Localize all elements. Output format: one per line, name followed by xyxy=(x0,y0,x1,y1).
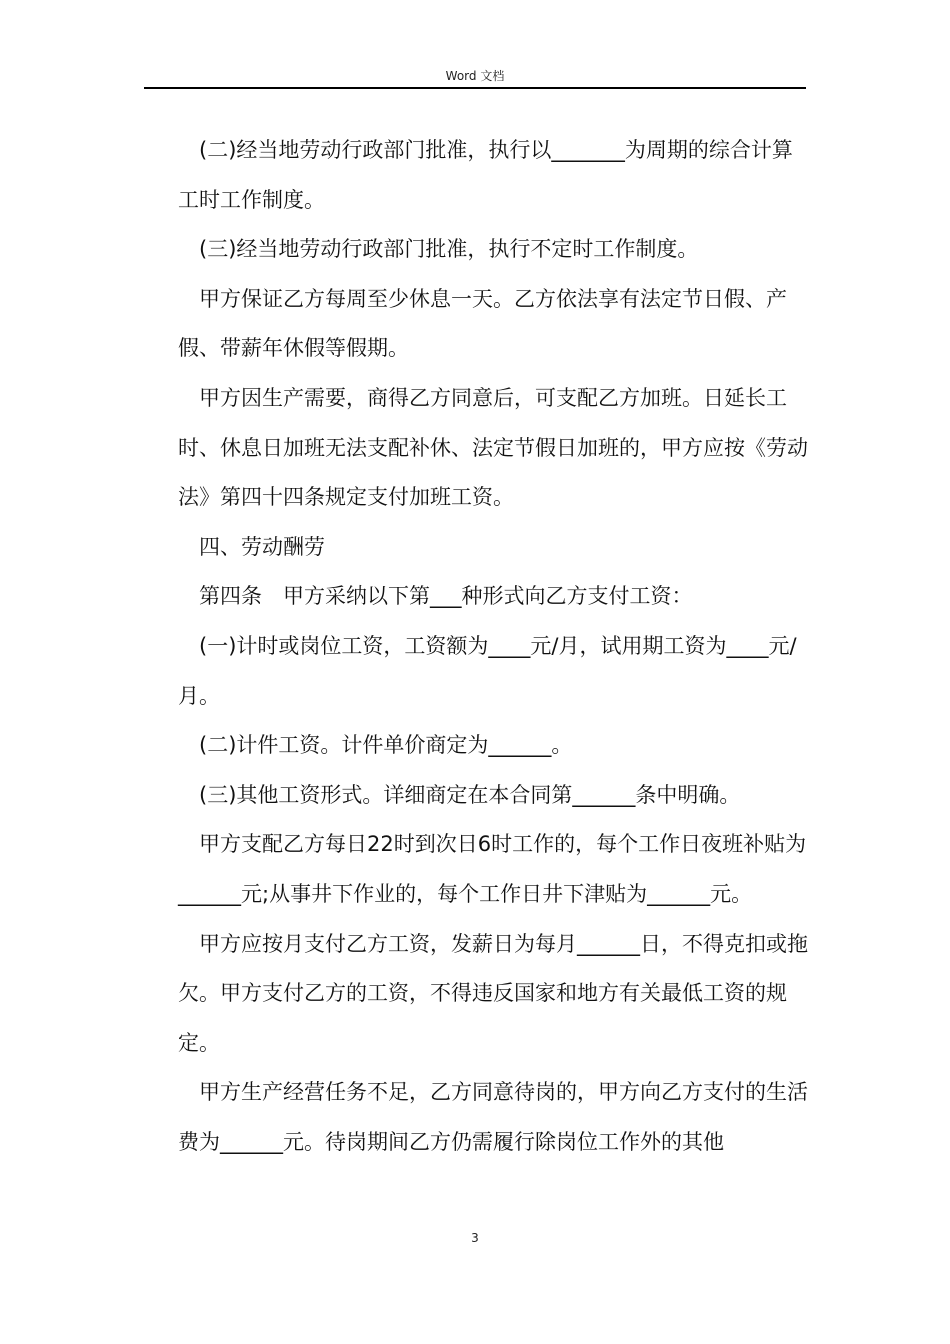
paragraph-comprehensive-hours: (二)经当地劳动行政部门批准，执行以_______为周期的综合计算工时工作制度。 xyxy=(178,138,793,212)
page-header-title: Word 文档 xyxy=(445,69,505,83)
paragraph-other-wage: (三)其他工资形式。详细商定在本合同第______条中明确。 xyxy=(199,782,741,807)
paragraph-overtime: 甲方因生产需要，商得乙方同意后，可支配乙方加班。日延长工时、休息日加班无法支配补休、法定节假日加班的，甲方应按《劳动法》第四十四条规定支付加班工资。 xyxy=(178,385,808,510)
header-divider xyxy=(144,87,806,89)
article-four: 第四条 甲方采纳以下第___种形式向乙方支付工资： xyxy=(199,584,693,609)
document-body xyxy=(178,126,808,1167)
paragraph-night-shift-allowance: 甲方支配乙方每日22时到次日6时工作的，每个工作日夜班补贴为______元;从事井下作业的，每个工作日井下津贴为______元。 xyxy=(178,832,807,906)
section-heading-remuneration: 四、劳动酬劳 xyxy=(199,534,325,559)
paragraph-rest-days: 甲方保证乙方每周至少休息一天。乙方依法享有法定节日假、产假、带薪年休假等假期。 xyxy=(178,286,787,361)
paragraph-payday: 甲方应按月支付乙方工资，发薪日为每月______日，不得克扣或拖欠。甲方支付乙方的工资，不得违反国家和地方有关最低工资的规定。 xyxy=(178,931,808,1055)
page-number: 3 xyxy=(471,1231,479,1245)
paragraph-standby-allowance: 甲方生产经营任务不足，乙方同意待岗的，甲方向乙方支付的生活费为______元。待岗期间乙方仍需履行除岗位工作外的其他 xyxy=(178,1080,808,1154)
paragraph-time-wage: (一)计时或岗位工资，工资额为____元/月，试用期工资为____元/月。 xyxy=(178,633,797,708)
paragraph-piece-wage: (二)计件工资。计件单价商定为______。 xyxy=(199,733,573,758)
paragraph-flexible-hours: (三)经当地劳动行政部门批准，执行不定时工作制度。 xyxy=(199,237,699,262)
